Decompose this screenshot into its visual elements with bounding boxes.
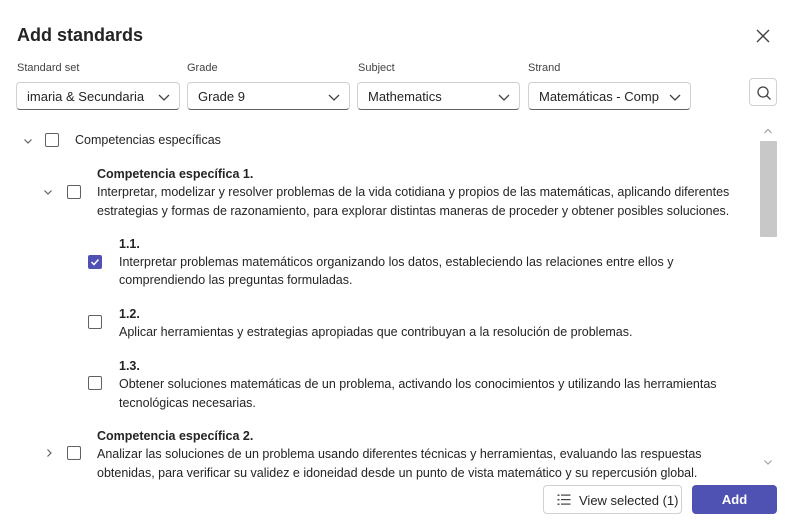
standard-1-2-checkbox[interactable] — [88, 315, 102, 329]
subject-value: Mathematics — [368, 89, 442, 104]
standard-1-3-line1: Obtener soluciones matemáticas de un problema, activando los conocimientos y utilizando las herramientas — [119, 377, 717, 391]
close-icon — [751, 24, 775, 48]
subject-dropdown[interactable] — [357, 82, 520, 110]
view-selected-label: View selected (1) — [579, 493, 679, 508]
chevron-down-icon[interactable] — [22, 135, 34, 147]
standards-tree — [0, 124, 756, 480]
search-button[interactable] — [749, 78, 777, 106]
standard-1-1-code: 1.1. — [119, 237, 140, 251]
standard-1-3-checkbox[interactable] — [88, 376, 102, 390]
chevron-up-icon[interactable] — [762, 125, 774, 137]
view-selected-button[interactable] — [543, 485, 682, 514]
standard-1-1-line2: comprendiendo las preguntas formuladas. — [119, 273, 353, 287]
list-icon — [557, 493, 571, 507]
standard-set-value: imaria & Secundaria — [27, 89, 145, 104]
competency-1-title: Competencia específica 1. — [97, 167, 254, 181]
competency-2-checkbox[interactable] — [67, 446, 81, 460]
competency-1-desc-line1: Interpretar, modelizar y resolver problemas de la vida cotidiana y propios de las matemáticas, aplicando diferentes — [97, 185, 730, 199]
dialog-title: Add standards — [17, 25, 144, 45]
close-button[interactable] — [751, 24, 775, 48]
standard-1-3-line2: tecnológicas necesarias. — [119, 396, 256, 410]
competency-1-desc-line2: estrategias y formas de razonamiento, para explorar distintas maneras de proceder y obtener posibles soluciones. — [97, 204, 730, 218]
competency-2-desc-line1: Analizar las soluciones de un problema usando diferentes técnicas y herramientas, evaluando las respuestas — [97, 447, 702, 461]
add-button[interactable]: Add — [692, 485, 777, 514]
subject-label: Subject — [358, 62, 395, 74]
standard-1-1-line1: Interpretar problemas matemáticos organizando los datos, estableciendo las relaciones entre ellos y — [119, 255, 674, 269]
strand-value: Matemáticas - Comp — [539, 89, 659, 104]
chevron-down-icon[interactable] — [762, 456, 774, 468]
chevron-down-icon — [327, 90, 341, 104]
grade-label: Grade — [187, 62, 218, 74]
grade-value: Grade 9 — [198, 89, 245, 104]
grade-dropdown[interactable] — [187, 82, 350, 110]
competency-2-title: Competencia específica 2. — [97, 429, 254, 443]
strand-dropdown[interactable] — [528, 82, 691, 110]
check-icon — [90, 257, 100, 267]
standard-set-label: Standard set — [17, 62, 80, 74]
standard-1-1-checkbox[interactable] — [88, 255, 102, 269]
root-label: Competencias específicas — [75, 133, 221, 147]
standard-1-2-line1: Aplicar herramientas y estrategias apropiadas que contribuyan a la resolución de problemas. — [119, 325, 633, 339]
search-icon — [756, 85, 772, 101]
competency-1-checkbox[interactable] — [67, 185, 81, 199]
strand-label: Strand — [528, 62, 561, 74]
scrollbar-thumb[interactable] — [760, 141, 777, 237]
chevron-down-icon — [668, 90, 682, 104]
chevron-down-icon — [157, 90, 171, 104]
root-checkbox[interactable] — [45, 133, 59, 147]
chevron-down-icon[interactable] — [42, 186, 54, 198]
chevron-right-icon[interactable] — [43, 447, 55, 459]
chevron-down-icon — [497, 90, 511, 104]
standard-1-2-code: 1.2. — [119, 307, 140, 321]
standard-set-dropdown[interactable] — [16, 82, 180, 110]
competency-2-desc-line2: obtenidas, para verificar su validez e idoneidad desde un punto de vista matemático y su repercusión global. — [97, 466, 698, 480]
standard-1-3-code: 1.3. — [119, 359, 140, 373]
